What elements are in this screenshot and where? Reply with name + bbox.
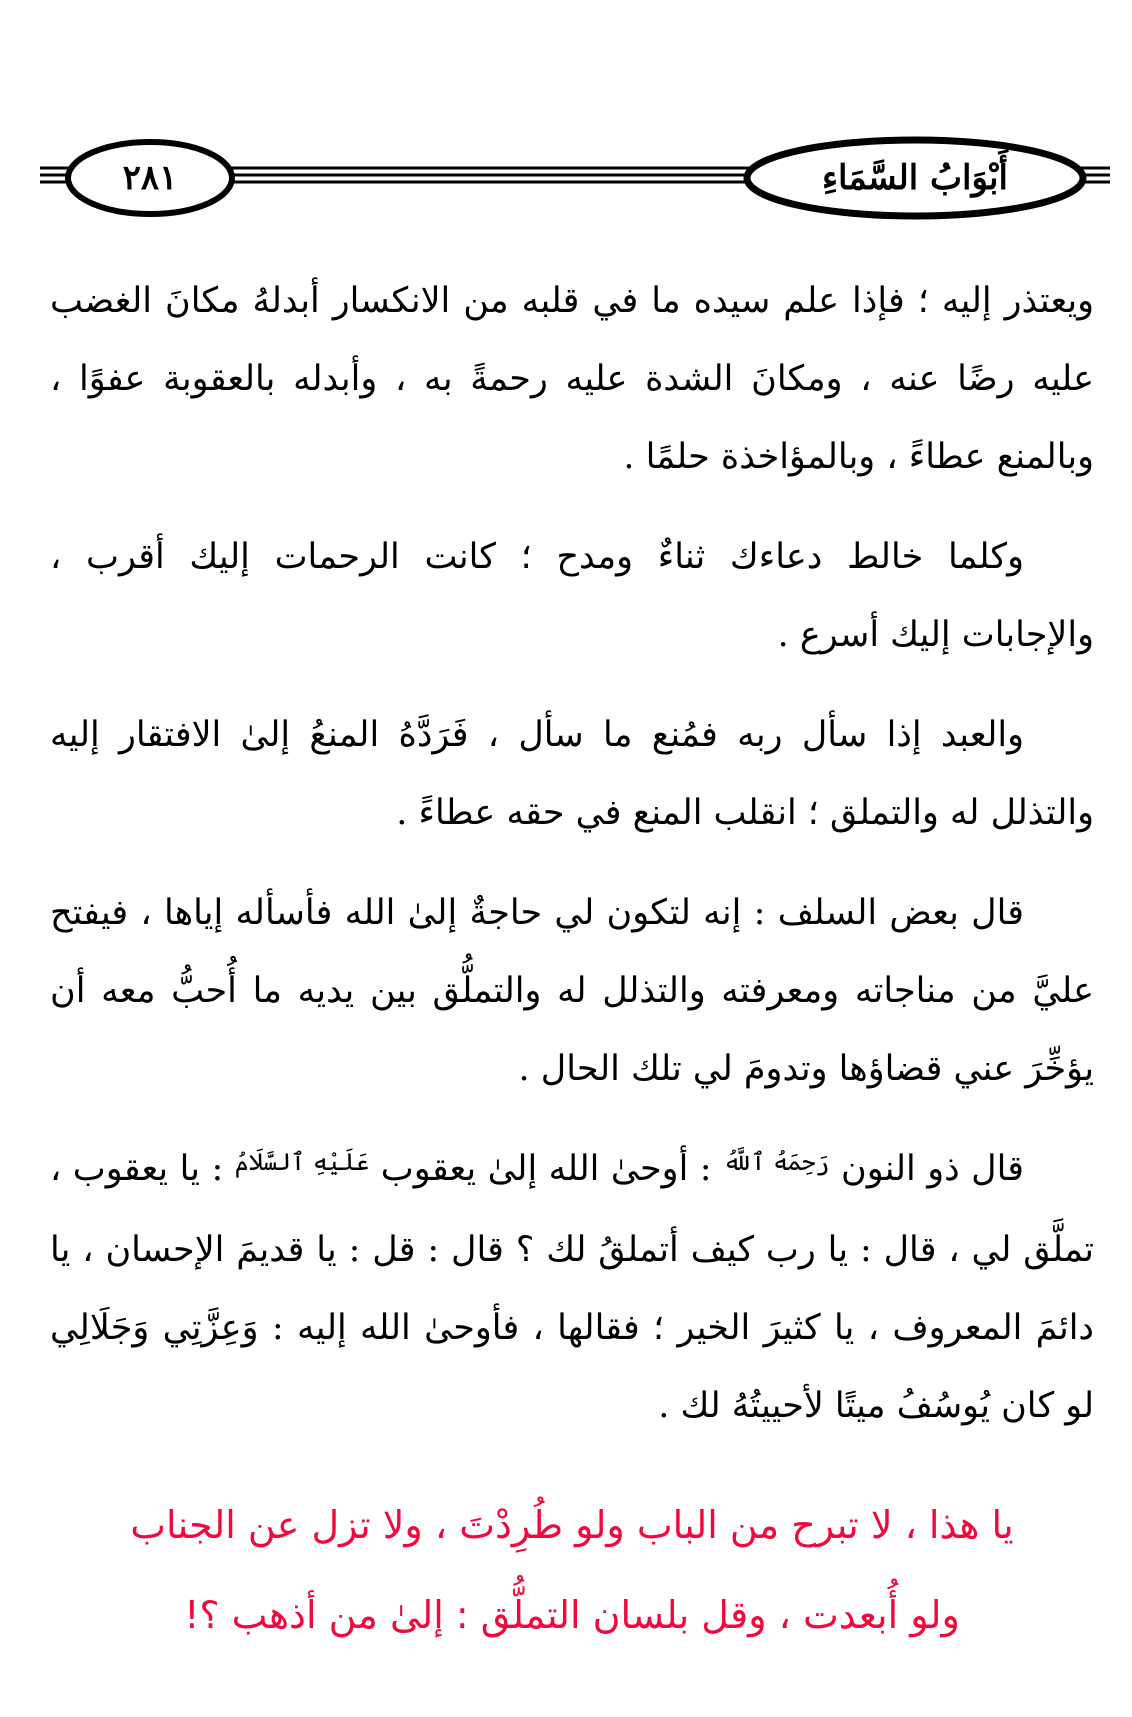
- paragraph-4: قال بعض السلف : إنه لتكون لي حاجةٌ إلىٰ الله فأسأله إياها ، فيفتح عليَّ من مناجاته ومعرفته والتذلل له والتملُّق بين يديه ما أُحبُّ معه أن يؤخِّرَ عني قضاؤها وتدومَ لي تلك الحال .: [50, 893, 1094, 1089]
- honorific-alayhissalam: عَلَيْهِ ٱلسَّلَامُ: [234, 1148, 370, 1176]
- book-title: أَبْوَابُ السَّمَاءِ: [822, 158, 1008, 198]
- paragraph-5-part-2: : أوحىٰ الله إلىٰ يعقوب: [380, 1149, 712, 1189]
- paragraph-5: [50, 1130, 1094, 1445]
- honorific-rahimahullah: رَحِمَهُ ٱللَّهُ: [723, 1148, 830, 1176]
- paragraph-3: والعبد إذا سأل ربه فمُنع ما سأل ، فَرَدَّهُ المنعُ إلىٰ الافتقار إليه والتذلل له والتملق ؛ انقلب المنع في حقه عطاءً .: [50, 715, 1094, 833]
- page-number: ٢٨١: [122, 158, 178, 198]
- paragraph-1: ويعتذر إليه ؛ فإذا علم سيده ما في قلبه من الانكسار أبدلهُ مكانَ الغضب عليه رضًا عنه ، ومكانَ الشدة عليه رحمةً به ، وأبدله بالعقوبة عفوًا ، وبالمنع عطاءً ، وبالمؤاخذة حلمًا .: [50, 281, 1095, 477]
- page-header: [40, 128, 1110, 228]
- note-line-1: يا هذا ، لا تبرح من الباب ولو طُرِدْتَ ، ولا تزل عن الجناب: [130, 1503, 1014, 1547]
- paragraph-5-part-3: : يا يعقوب ، تملَّق لي ، قال : يا رب كيف أتملقُ لك ؟ قال : قل : يا قديمَ الإحسان ، يا دائمَ المعروف ، يا كثيرَ الخير ؛ فقالها ، فأوحىٰ الله إليه : وَعِزَّتِي وَجَلَالِي لو كان يُوسُفُ ميتًا لأحييتُهُ لك .: [50, 1149, 1094, 1426]
- paragraph-2: وكلما خالط دعاءك ثناءٌ ومدح ؛ كانت الرحمات إليك أقرب ، والإجابات إليك أسرع .: [50, 537, 1094, 655]
- note-line-2: ولو أُبعدت ، وقل بلسان التملُّق : إلىٰ من أذهب ؟!: [184, 1593, 960, 1637]
- paragraph-5-part-1: قال ذو النون: [840, 1149, 1024, 1189]
- main-text: [50, 262, 1094, 1467]
- red-exhortation-note: [50, 1480, 1094, 1660]
